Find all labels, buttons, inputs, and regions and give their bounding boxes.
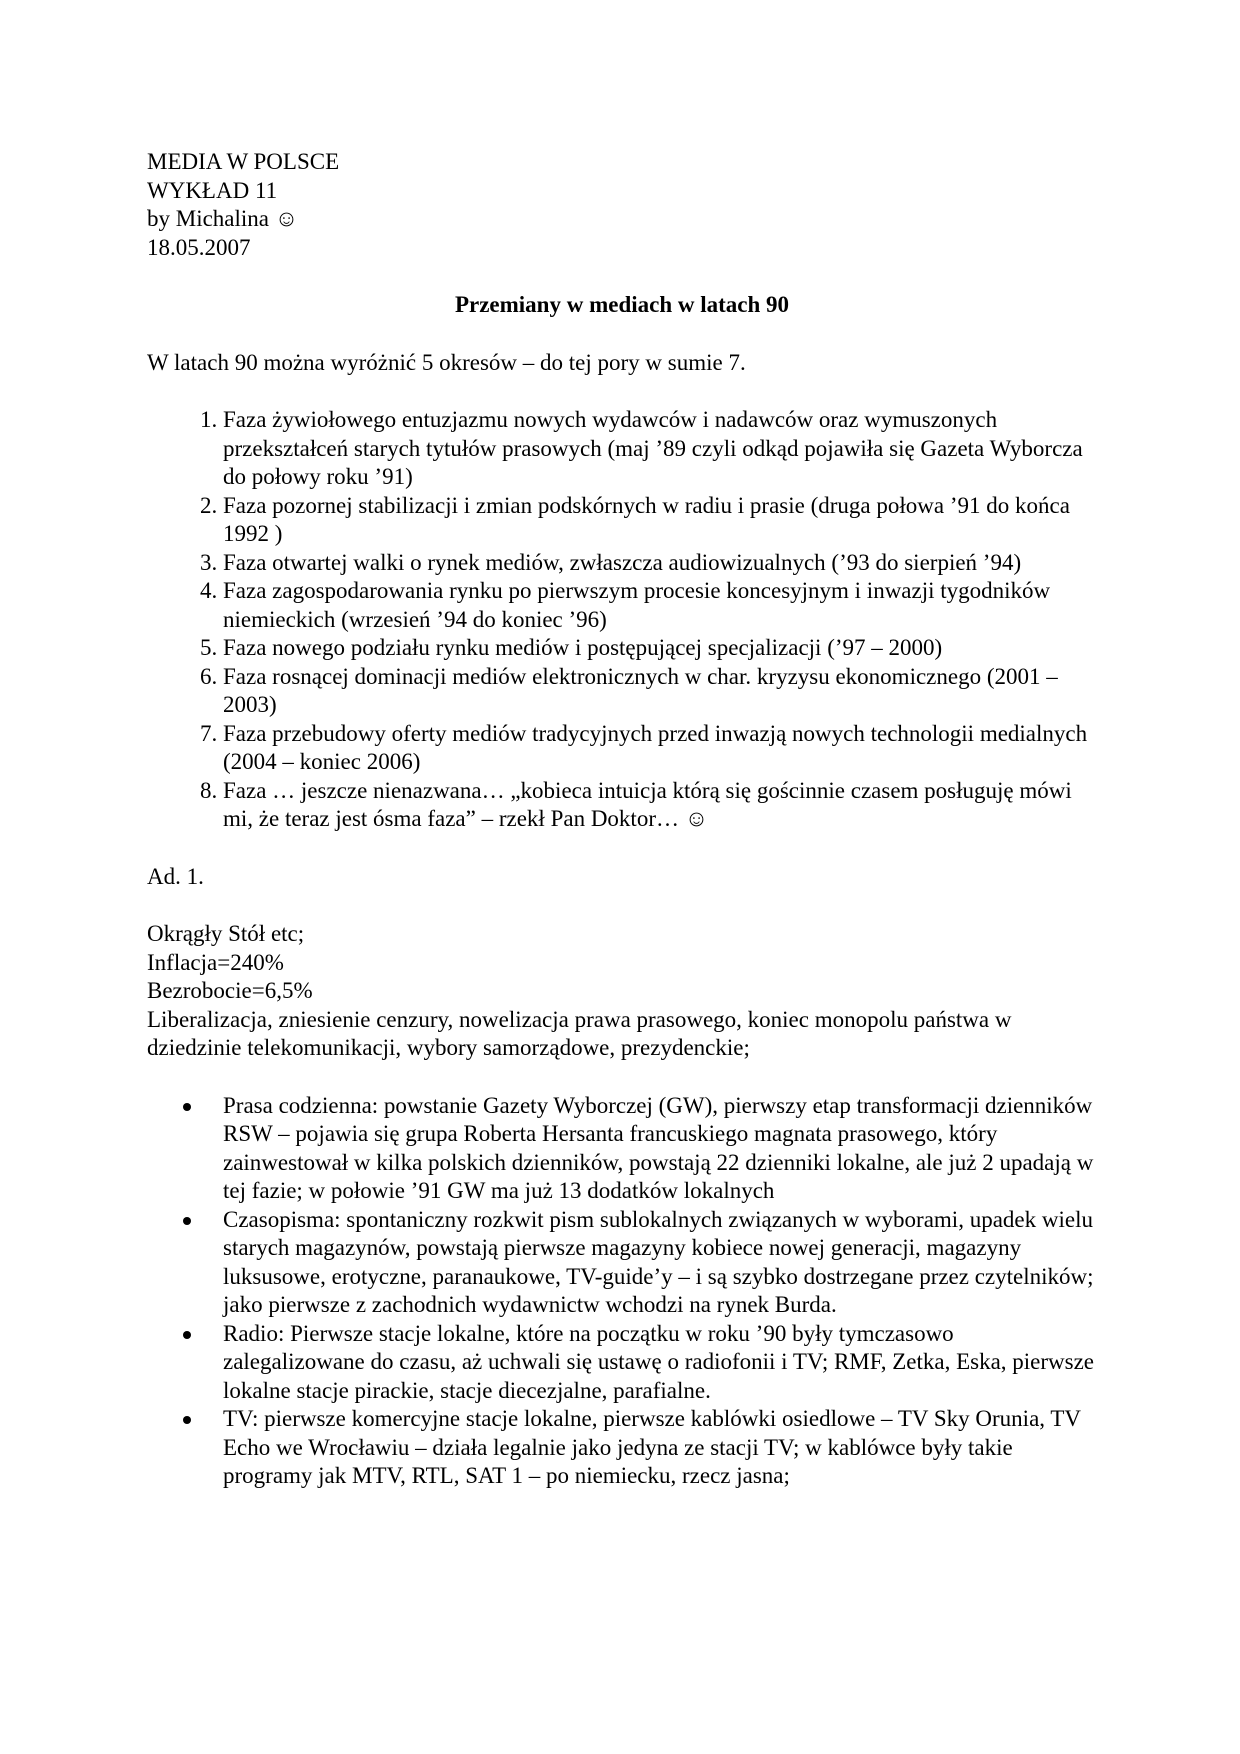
- bullet-item: [223, 1092, 1097, 1206]
- header-date: 18.05.2007: [147, 234, 251, 260]
- phases-list: [147, 406, 1097, 834]
- bullet-text: Czasopisma: spontaniczny rozkwit pism sublokalnych związanych w wyborami, upadek wielu starych magazynów, powstają pierwsze magazyny kobiece nowej generacji, magazyny luksusowe, erotyczne, paranaukowe, TV-guide’y – i są szybko dostrzegane przez czytelników; jako pierwsze z zachodnich wydawnictw wchodzi na rynek Burda.: [223, 1206, 1094, 1317]
- bullet-item: [223, 1320, 1097, 1406]
- facts-line: Inflacja=240%: [147, 949, 284, 975]
- bullet-text: Prasa codzienna: powstanie Gazety Wyborczej (GW), pierwszy etap transformacji dzienników RSW – pojawia się grupa Roberta Hersanta francuskiego magnata prasowego, który zainwestował w kilka polskich dzienników, powstają 22 dzienniki lokalne, ale już 2 upadają w tej fazie; w połowie ’91 GW ma już 13 dodatków lokalnych: [223, 1092, 1094, 1203]
- bullet-icon: [183, 1331, 191, 1339]
- bullet-text: TV: pierwsze komercyjne stacje lokalne, pierwsze kablówki osiedlowe – TV Sky Orunia, TV Echo we Wrocławiu – działa legalnie jako jedyna ze stacji TV; w kablówce były takie programy jak MTV, RTL, SAT 1 – po niemiecku, rzecz jasna;: [223, 1406, 1081, 1488]
- header-author: by Michalina ☺: [147, 206, 299, 231]
- facts-paragraph: Liberalizacja, zniesienie cenzury, nowelizacja prawa prasowego, koniec monopolu państwa w dziedzinie telekomunikacji, wybory samorządowe, prezydenckie;: [147, 1006, 1012, 1060]
- document-header: [147, 148, 1097, 262]
- bullet-icon: [183, 1217, 191, 1225]
- phase-item: 8. Faza … jeszcze nienazwana… „kobieca intuicja którą się gościnnie czasem posługuję mówi mi, że teraz jest ósma faza” – rzekł Pan Doktor… ☺: [223, 777, 1097, 834]
- phase-item: 3. Faza otwartej walki o rynek mediów, zwłaszcza audiowizualnych (’93 do sierpień ’94): [223, 549, 1097, 578]
- facts-block: [147, 920, 1097, 1063]
- phase-item: 5. Faza nowego podziału rynku mediów i postępującej specjalizacji (’97 – 2000): [223, 634, 1097, 663]
- header-lecture: WYKŁAD 11: [147, 177, 278, 203]
- facts-line: Bezrobocie=6,5%: [147, 978, 313, 1003]
- header-course: MEDIA W POLSCE: [147, 149, 340, 174]
- phase-item: 6. Faza rosnącej dominacji mediów elektronicznych w char. kryzysu ekonomicznego (2001 – 2003): [223, 663, 1097, 720]
- bullet-icon: [183, 1103, 191, 1111]
- bullet-item: [223, 1206, 1097, 1320]
- bullet-icon: [183, 1416, 191, 1424]
- section-heading-ad1: Ad. 1.: [147, 863, 204, 889]
- bullet-text: Radio: Pierwsze stacje lokalne, które na początku w roku ’90 były tymczasowo zalegalizowane do czasu, aż uchwali się ustawę o radiofonii i TV; RMF, Zetka, Eska, pierwsze lokalne stacje pirackie, stacje diecezjalne, parafialne.: [223, 1320, 1095, 1403]
- document-title: Przemiany w mediach w latach 90: [454, 292, 790, 317]
- intro-paragraph: W latach 90 można wyróżnić 5 okresów – do tej pory w sumie 7.: [147, 349, 746, 375]
- phase-item: 7. Faza przebudowy oferty mediów tradycyjnych przed inwazją nowych technologii medialnych (2004 – koniec 2006): [223, 720, 1097, 777]
- bullet-item: [223, 1405, 1097, 1491]
- phase-item: 2. Faza pozornej stabilizacji i zmian podskórnych w radiu i prasie (druga połowa ’91 do końca 1992 ): [223, 492, 1097, 549]
- document-page: [147, 148, 1097, 1491]
- facts-line: Okrągły Stół etc;: [147, 921, 305, 946]
- phase-item: 4. Faza zagospodarowania rynku po pierwszym procesie koncesyjnym i inwazji tygodników niemieckich (wrzesień ’94 do koniec ’96): [223, 577, 1097, 634]
- phase-item: 1. Faza żywiołowego entuzjazmu nowych wydawców i nadawców oraz wymuszonych przekształceń starych tytułów prasowych (maj ’89 czyli odkąd pojawiła się Gazeta Wyborcza do połowy roku ’91): [223, 406, 1097, 492]
- bullets-list: [147, 1092, 1097, 1491]
